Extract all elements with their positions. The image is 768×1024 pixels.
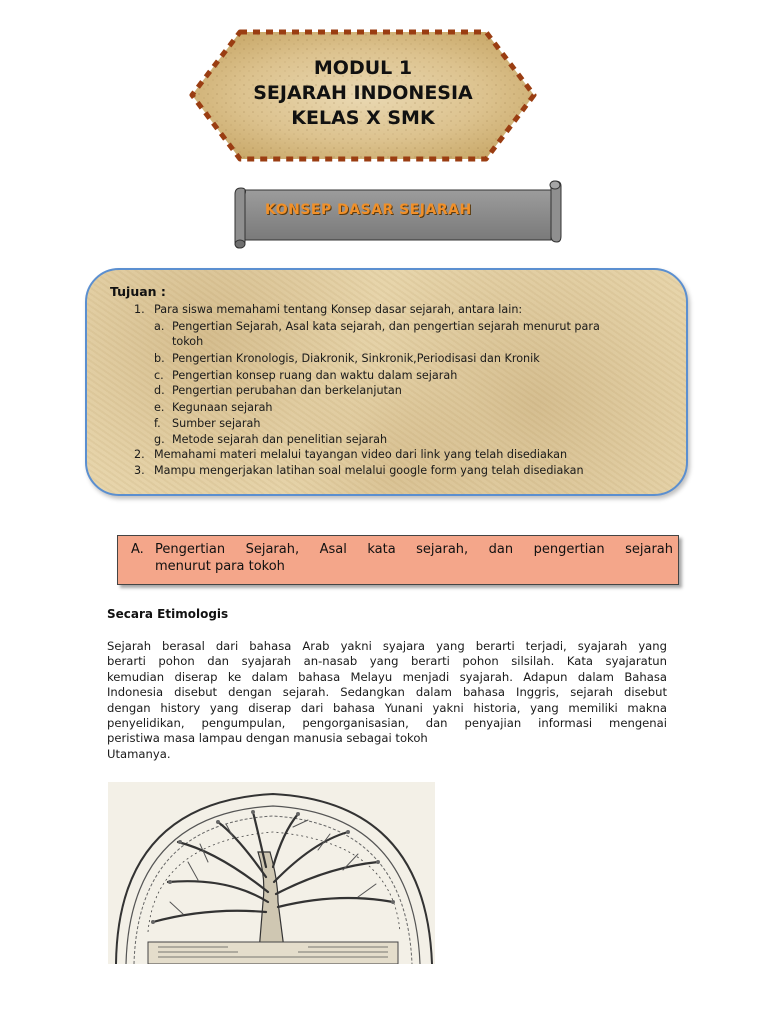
- list-text: Metode sejarah dan penelitian sejarah: [172, 433, 388, 446]
- section-heading-a: [117, 535, 679, 585]
- paragraph-line: Indonesia disebut dengan sejarah. Sedangkan dalam bahasa Inggris, sejarah disebut: [107, 685, 667, 700]
- title-line-class: KELAS X SMK: [291, 107, 435, 129]
- section-title-line-2: menurut para tokoh: [155, 559, 285, 574]
- list-text: Pengertian konsep ruang dan waktu dalam sejarah: [172, 369, 458, 382]
- list-marker: b.: [154, 352, 165, 365]
- paragraph-line: Sejarah berasal dari bahasa Arab yakni syajara yang berarti terjadi, syajarah yang: [107, 639, 667, 653]
- section-letter: A.: [131, 542, 144, 557]
- tree-engraving-graphic: [108, 782, 435, 964]
- list-text: Mampu mengerjakan latihan soal melalui google form yang telah disediakan: [154, 464, 584, 477]
- objective-subitem: [154, 352, 540, 366]
- list-text: Pengertian Sejarah, Asal kata sejarah, dan pengertian sejarah menurut para: [172, 320, 600, 333]
- paragraph-line: Utamanya.: [107, 746, 171, 761]
- objective-subitem: [154, 433, 388, 447]
- topic-title: KONSEP DASAR SEJARAH: [265, 202, 472, 218]
- objective-subitem: [154, 369, 458, 383]
- objective-subitem-continuation: tokoh: [172, 335, 204, 348]
- list-marker: a.: [154, 320, 165, 333]
- tree-of-history-icon: [108, 782, 435, 964]
- title-line-module: MODUL 1: [313, 57, 413, 79]
- list-marker: g.: [154, 433, 165, 446]
- objectives-heading: Tujuan :: [110, 284, 166, 299]
- objectives-box: [85, 268, 688, 496]
- list-text: Memahami materi melalui tayangan video dari link yang telah disediakan: [154, 448, 568, 461]
- list-text: Sumber sejarah: [172, 417, 261, 430]
- paragraph-line: penyelidikan, pengumpulan, pengorganisasian, dan penyajian informasi mengenai: [107, 715, 667, 730]
- list-marker: e.: [154, 401, 165, 414]
- title-line-subject: SEJARAH INDONESIA: [253, 82, 473, 104]
- subsection-heading: Secara Etimologis: [107, 607, 229, 621]
- paragraph-line: dengan history yang diserap dari bahasa Yunani yakni historia, yang memiliki makna: [107, 700, 667, 715]
- paragraph-line: peristiwa masa lampau dengan manusia sebagai tokoh: [107, 731, 428, 746]
- objective-item-3: [134, 464, 584, 478]
- paragraph-line: kemudian diserap ke dalam bahasa Melayu menjadi syajarah. Adapun dalam Bahasa: [107, 669, 667, 684]
- list-marker: c.: [154, 369, 164, 382]
- list-number: 1.: [134, 303, 145, 316]
- objective-item-1: [134, 303, 523, 317]
- page-title: [188, 56, 538, 131]
- list-marker: d.: [154, 384, 165, 397]
- objective-subitem: [154, 417, 261, 431]
- title-banner: [188, 28, 538, 163]
- list-text: Pengertian Kronologis, Diakronik, Sinkronik,Periodisasi dan Kronik: [172, 352, 540, 365]
- section-title-line-1: Pengertian Sejarah, Asal kata sejarah, dan pengertian sejarah: [155, 542, 673, 557]
- etymology-paragraph: [107, 639, 667, 762]
- objective-subitem: [154, 401, 273, 415]
- objective-item-2: [134, 448, 568, 462]
- list-number: 3.: [134, 464, 145, 477]
- objective-subitem: [154, 320, 600, 334]
- list-number: 2.: [134, 448, 145, 461]
- list-text: Pengertian perubahan dan berkelanjutan: [172, 384, 402, 397]
- list-text: Para siswa memahami tentang Konsep dasar sejarah, antara lain:: [154, 303, 523, 316]
- objective-subitem: [154, 384, 402, 398]
- topic-scroll-banner: [233, 180, 563, 250]
- list-marker: f.: [154, 417, 161, 430]
- list-text: Kegunaan sejarah: [172, 401, 273, 414]
- paragraph-line: berarti pohon dan syajarah an-nasab yang berarti pohon silsilah. Kata syajaratun: [107, 654, 667, 669]
